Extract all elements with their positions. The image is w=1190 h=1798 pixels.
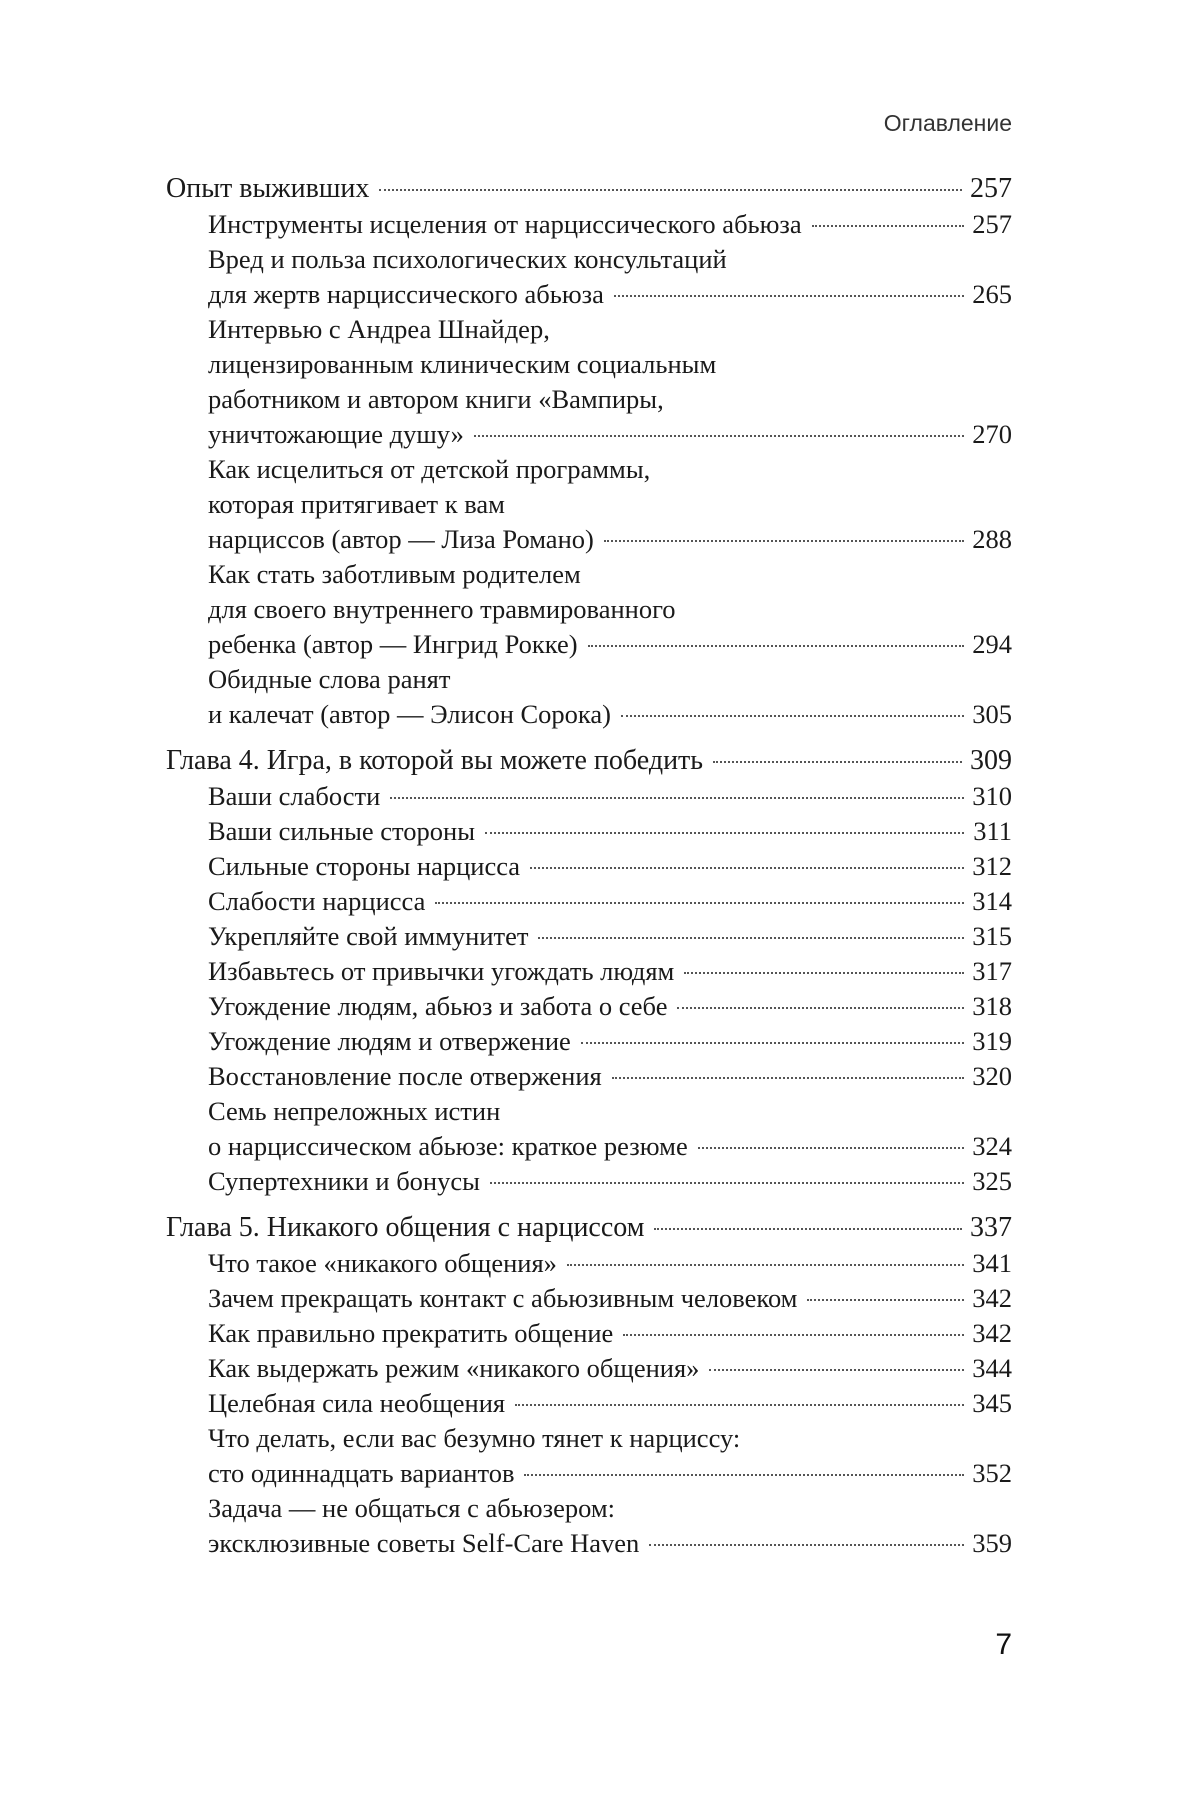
toc-section xyxy=(166,1209,1012,1561)
toc-subentry[interactable] xyxy=(166,1094,1012,1164)
dot-leader xyxy=(604,540,964,542)
dot-leader xyxy=(379,189,962,191)
subentry-page-number: 342 xyxy=(972,1283,1012,1313)
dot-leader xyxy=(530,867,964,869)
toc-subentry[interactable] xyxy=(166,954,1012,989)
dot-leader xyxy=(614,295,964,297)
chapter-page-number: 257 xyxy=(970,173,1012,204)
subentry-page-number: 310 xyxy=(972,781,1012,811)
subentry-title: Как правильно прекратить общение xyxy=(208,1318,614,1348)
dot-leader xyxy=(621,715,964,717)
dot-leader xyxy=(390,797,964,799)
subentry-title: уничтожающие душу» xyxy=(208,419,464,449)
subentry-title: нарциссов (автор — Лиза Романо) xyxy=(208,524,594,554)
dot-leader xyxy=(538,937,964,939)
toc-subentry[interactable] xyxy=(166,1024,1012,1059)
chapter-title: Глава 5. Никакого общения с нарциссом xyxy=(166,1212,645,1243)
dot-leader xyxy=(515,1404,964,1406)
toc-subentry[interactable] xyxy=(166,1246,1012,1281)
dot-leader xyxy=(623,1334,964,1336)
subentry-page-number: 324 xyxy=(972,1131,1012,1161)
subentry-page-number: 265 xyxy=(972,279,1012,309)
dot-leader xyxy=(474,435,964,437)
subentry-title: Что такое «никакого общения» xyxy=(208,1248,557,1278)
subentry-title: Угождение людям и отвержение xyxy=(208,1026,571,1056)
toc-subentry[interactable] xyxy=(166,557,1012,662)
subentry-title-line: Обидные слова ранят xyxy=(208,664,451,694)
toc-chapter-entry[interactable] xyxy=(166,742,1012,779)
subentry-page-number: 344 xyxy=(972,1353,1012,1383)
subentry-page-number: 257 xyxy=(972,209,1012,239)
dot-leader xyxy=(435,902,964,904)
subentry-page-number: 270 xyxy=(972,419,1012,449)
chapter-title: Опыт выживших xyxy=(166,173,370,204)
chapter-title: Глава 4. Игра, в которой вы можете победить xyxy=(166,745,704,776)
subentry-page-number: 317 xyxy=(972,956,1012,986)
dot-leader xyxy=(807,1299,964,1301)
subentry-title: Зачем прекращать контакт с абьюзивным человеком xyxy=(208,1283,798,1313)
toc-subentry[interactable] xyxy=(166,452,1012,557)
subentry-title-line: для своего внутреннего травмированного xyxy=(208,594,676,624)
subentry-title: сто одиннадцать вариантов xyxy=(208,1458,515,1488)
subentry-title: Инструменты исцеления от нарциссического абьюза xyxy=(208,209,802,239)
subentry-page-number: 325 xyxy=(972,1166,1012,1196)
subentry-page-number: 341 xyxy=(972,1248,1012,1278)
dot-leader xyxy=(567,1264,964,1266)
toc-subentry[interactable] xyxy=(166,1316,1012,1351)
subentry-title: Укрепляйте свой иммунитет xyxy=(208,921,529,951)
toc-chapter-entry[interactable] xyxy=(166,170,1012,207)
subentry-page-number: 320 xyxy=(972,1061,1012,1091)
subentry-title-line: работником и автором книги «Вампиры, xyxy=(208,384,664,414)
subentry-title: для жертв нарциссического абьюза xyxy=(208,279,604,309)
toc-subentry[interactable] xyxy=(166,1281,1012,1316)
chapter-page-number: 337 xyxy=(970,1212,1012,1243)
toc-subentry[interactable] xyxy=(166,989,1012,1024)
subentry-title: Избавьтесь от привычки угождать людям xyxy=(208,956,675,986)
dot-leader xyxy=(490,1182,964,1184)
dot-leader xyxy=(709,1369,964,1371)
subentry-title: и калечат (автор — Элисон Сорока) xyxy=(208,699,611,729)
subentry-title-line: Вред и польза психологических консультаций xyxy=(208,244,727,274)
subentry-title-line: Семь непреложных истин xyxy=(208,1096,501,1126)
subentry-page-number: 288 xyxy=(972,524,1012,554)
dot-leader xyxy=(612,1077,964,1079)
toc-section xyxy=(166,742,1012,1199)
dot-leader xyxy=(649,1544,964,1546)
toc-subentry[interactable] xyxy=(166,312,1012,452)
toc-subentry[interactable] xyxy=(166,1491,1012,1561)
subentry-title: Целебная сила необщения xyxy=(208,1388,506,1418)
dot-leader xyxy=(713,761,962,763)
dot-leader xyxy=(812,225,964,227)
toc-subentry[interactable] xyxy=(166,1421,1012,1491)
subentry-page-number: 359 xyxy=(972,1528,1012,1558)
toc-subentry[interactable] xyxy=(166,1351,1012,1386)
subentry-page-number: 352 xyxy=(972,1458,1012,1488)
table-of-contents xyxy=(166,170,1012,1571)
subentry-title: Как выдержать режим «никакого общения» xyxy=(208,1353,700,1383)
chapter-page-number: 309 xyxy=(970,745,1012,776)
dot-leader xyxy=(524,1474,964,1476)
subentry-title: о нарциссическом абьюзе: краткое резюме xyxy=(208,1131,688,1161)
toc-subentry[interactable] xyxy=(166,779,1012,814)
toc-subentry[interactable] xyxy=(166,919,1012,954)
subentry-page-number: 294 xyxy=(972,629,1012,659)
subentry-page-number: 319 xyxy=(972,1026,1012,1056)
running-head: Оглавление xyxy=(883,110,1012,136)
subentry-page-number: 345 xyxy=(972,1388,1012,1418)
subentry-page-number: 314 xyxy=(972,886,1012,916)
subentry-page-number: 318 xyxy=(972,991,1012,1021)
toc-subentry[interactable] xyxy=(166,884,1012,919)
dot-leader xyxy=(698,1147,964,1149)
toc-subentry[interactable] xyxy=(166,242,1012,312)
toc-subentry[interactable] xyxy=(166,1059,1012,1094)
toc-subentry[interactable] xyxy=(166,662,1012,732)
toc-section xyxy=(166,170,1012,732)
subentry-title: эксклюзивные советы Self-Care Haven xyxy=(208,1528,640,1558)
dot-leader xyxy=(485,832,964,834)
subentry-title: ребенка (автор — Ингрид Рокке) xyxy=(208,629,578,659)
subentry-title-line: Как исцелиться от детской программы, xyxy=(208,454,651,484)
subentry-title: Восстановление после отвержения xyxy=(208,1061,602,1091)
dot-leader xyxy=(581,1042,964,1044)
toc-subentry[interactable] xyxy=(166,849,1012,884)
toc-chapter-entry[interactable] xyxy=(166,1209,1012,1246)
subentry-title-line: которая притягивает к вам xyxy=(208,489,505,519)
toc-subentry[interactable] xyxy=(166,207,1012,242)
subentry-page-number: 305 xyxy=(972,699,1012,729)
dot-leader xyxy=(654,1228,962,1230)
subentry-title: Ваши слабости xyxy=(208,781,381,811)
subentry-page-number: 312 xyxy=(972,851,1012,881)
subentry-page-number: 342 xyxy=(972,1318,1012,1348)
subentry-title-line: Интервью с Андреа Шнайдер, xyxy=(208,314,550,344)
toc-subentry[interactable] xyxy=(166,1386,1012,1421)
subentry-title: Супертехники и бонусы xyxy=(208,1166,480,1196)
dot-leader xyxy=(684,972,964,974)
toc-subentry[interactable] xyxy=(166,1164,1012,1199)
subentry-page-number: 315 xyxy=(972,921,1012,951)
subentry-title: Слабости нарцисса xyxy=(208,886,426,916)
toc-subentry[interactable] xyxy=(166,814,1012,849)
dot-leader xyxy=(677,1007,964,1009)
subentry-title: Сильные стороны нарцисса xyxy=(208,851,521,881)
subentry-title-line: Задача — не общаться с абьюзером: xyxy=(208,1493,615,1523)
subentry-title-line: лицензированным клиническим социальным xyxy=(208,349,717,379)
page-number: 7 xyxy=(995,1628,1012,1661)
subentry-page-number: 311 xyxy=(973,816,1012,846)
dot-leader xyxy=(588,645,964,647)
subentry-title: Угождение людям, абьюз и забота о себе xyxy=(208,991,668,1021)
subentry-title-line: Что делать, если вас безумно тянет к нарциссу: xyxy=(208,1423,741,1453)
subentry-title-line: Как стать заботливым родителем xyxy=(208,559,581,589)
subentry-title: Ваши сильные стороны xyxy=(208,816,476,846)
